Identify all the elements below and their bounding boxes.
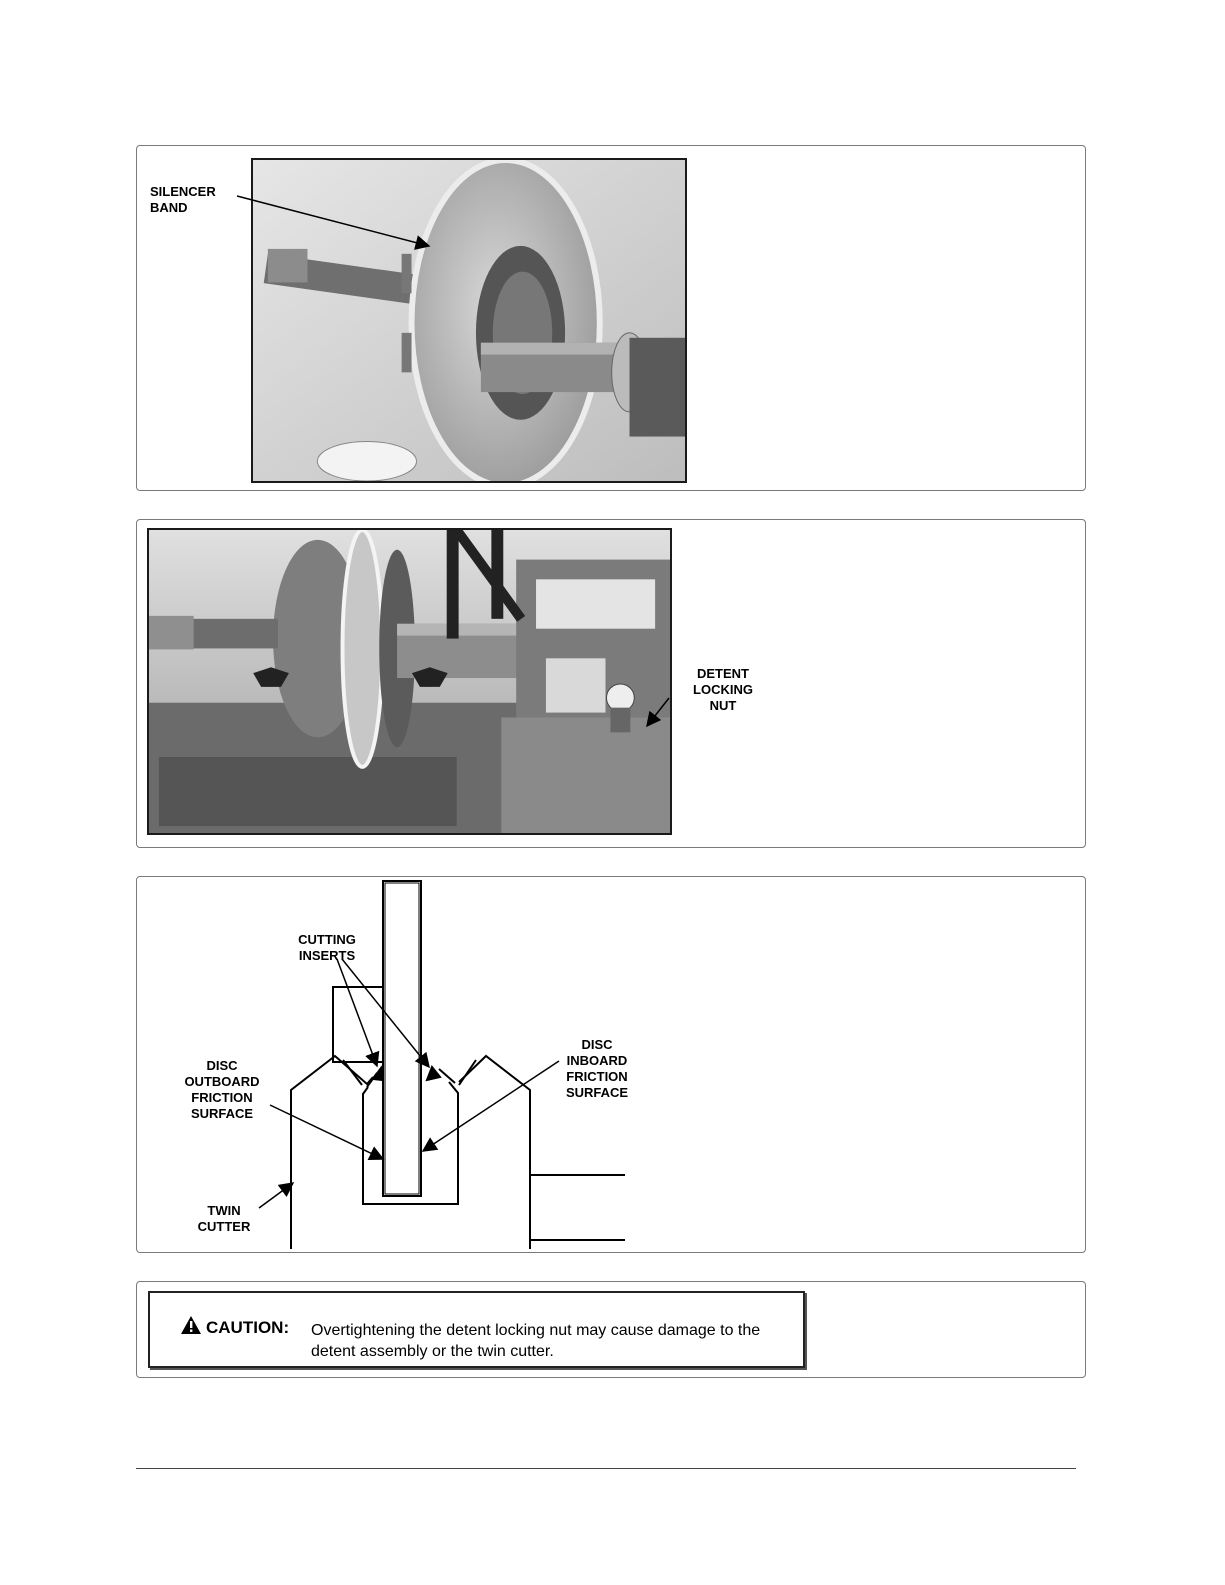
callout-twin-cutter: TWIN CUTTER [197, 1203, 251, 1234]
caution-label: CAUTION: [206, 1318, 290, 1337]
figure-cutting-inserts-diagram [136, 876, 1086, 1253]
figure-silencer-band [136, 145, 1086, 491]
caution-text: Overtightening the detent locking nut may cause damage to the detent assembly or the twin cutter. [311, 1322, 761, 1360]
callout-cutting-inserts: CUTTING INSERTS [298, 932, 356, 963]
caution-panel [136, 1281, 1086, 1378]
detent-locking-nut-photo [147, 528, 672, 835]
callout-disc-inboard-friction-surface: DISC INBOARD FRICTION SURFACE [565, 1037, 629, 1100]
caution-box [148, 1291, 805, 1368]
callout-disc-outboard-friction-surface: DISC OUTBOARD FRICTION SURFACE [184, 1058, 260, 1121]
footer-rule [136, 1468, 1076, 1469]
callout-silencer-band: SILENCER BAND [150, 184, 216, 215]
callout-detent-locking-nut: DETENT LOCKING NUT [693, 666, 753, 713]
silencer-band-photo [251, 158, 687, 483]
figure-detent-locking-nut [136, 519, 1086, 848]
warning-triangle-icon [180, 1315, 202, 1335]
